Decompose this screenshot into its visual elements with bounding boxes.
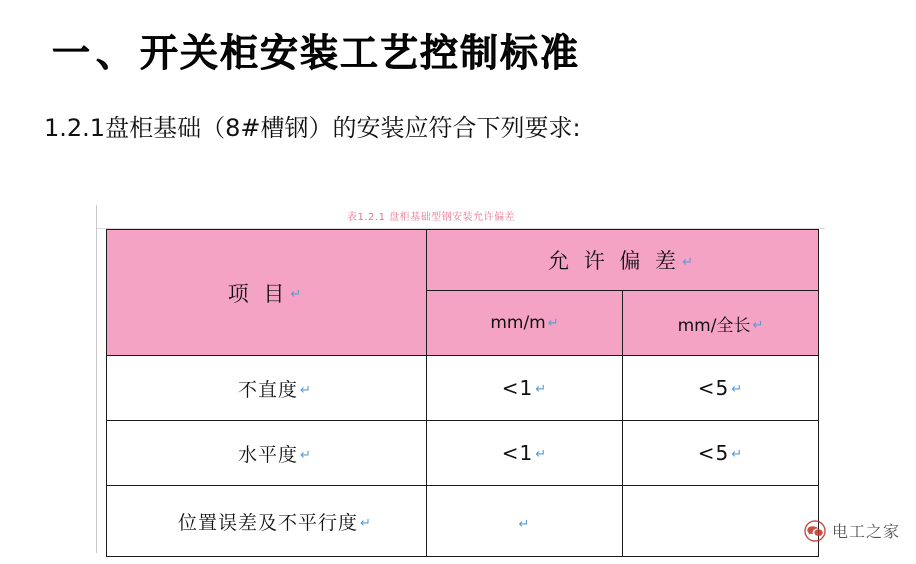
table-row-label (107, 421, 427, 486)
pilcrow-icon: ↵ (547, 315, 559, 331)
table-cell-value-text: <5 (697, 441, 730, 465)
table-subheader-mm-per-m-label: mm/m (490, 313, 546, 333)
page-title-number: 一、 (52, 31, 141, 75)
table-row (107, 421, 819, 486)
table-subheader-mm-per-m (427, 291, 623, 356)
wechat-logo-icon (804, 520, 826, 542)
embedded-document (96, 205, 825, 553)
table-row-label (107, 486, 427, 557)
page-title (52, 22, 580, 77)
pilcrow-icon: ↵ (682, 254, 697, 270)
table-subheader-mm-total-label: mm/全长 (677, 315, 751, 336)
table-header-tolerance-label: 允 许 偏 差 (548, 249, 681, 273)
pilcrow-icon: ↵ (752, 318, 764, 333)
table-cell-value (427, 421, 623, 486)
pilcrow-icon: ↵ (290, 287, 306, 302)
table-row-label-text: 水平度 (238, 443, 299, 466)
spec-table (106, 229, 819, 557)
table-cell-value (427, 486, 623, 557)
table-header-item-label: 项 目 (227, 281, 289, 306)
document-header-note: 表1.2.1 盘柜基础型钢安装允许偏差 (347, 212, 516, 223)
table-cell-value-text: <1 (501, 376, 534, 400)
table-row (107, 356, 819, 421)
table-cell-value-text: <5 (697, 376, 730, 400)
pilcrow-icon: ↵ (731, 447, 744, 462)
table-cell-value (427, 356, 623, 421)
table-header-tolerance (427, 230, 819, 291)
table-header-row (107, 230, 819, 291)
pilcrow-icon: ↵ (518, 517, 531, 532)
pilcrow-icon: ↵ (535, 382, 548, 397)
table-cell-value (623, 356, 819, 421)
watermark (804, 519, 900, 542)
table-cell-value (623, 421, 819, 486)
pilcrow-icon: ↵ (535, 447, 548, 462)
page-title-text: 开关柜安装工艺控制标准 (140, 31, 581, 75)
table-cell-value (623, 486, 819, 557)
table-row-label (107, 356, 427, 421)
table-cell-value-text: <1 (501, 441, 534, 465)
pilcrow-icon: ↵ (300, 447, 312, 463)
table-row (107, 486, 819, 557)
section-subtitle: 1.2.1盘柜基础（8#槽钢）的安装应符合下列要求: (44, 114, 581, 142)
table-subheader-mm-total (623, 291, 819, 356)
watermark-label: 电工之家 (831, 522, 900, 541)
table-row-label-text: 不直度 (238, 378, 299, 401)
pilcrow-icon: ↵ (300, 382, 312, 398)
pilcrow-icon: ↵ (731, 382, 744, 397)
pilcrow-icon: ↵ (360, 515, 372, 531)
table-header-item (107, 230, 427, 356)
table-row-label-text: 位置误差及不平行度 (178, 511, 359, 534)
